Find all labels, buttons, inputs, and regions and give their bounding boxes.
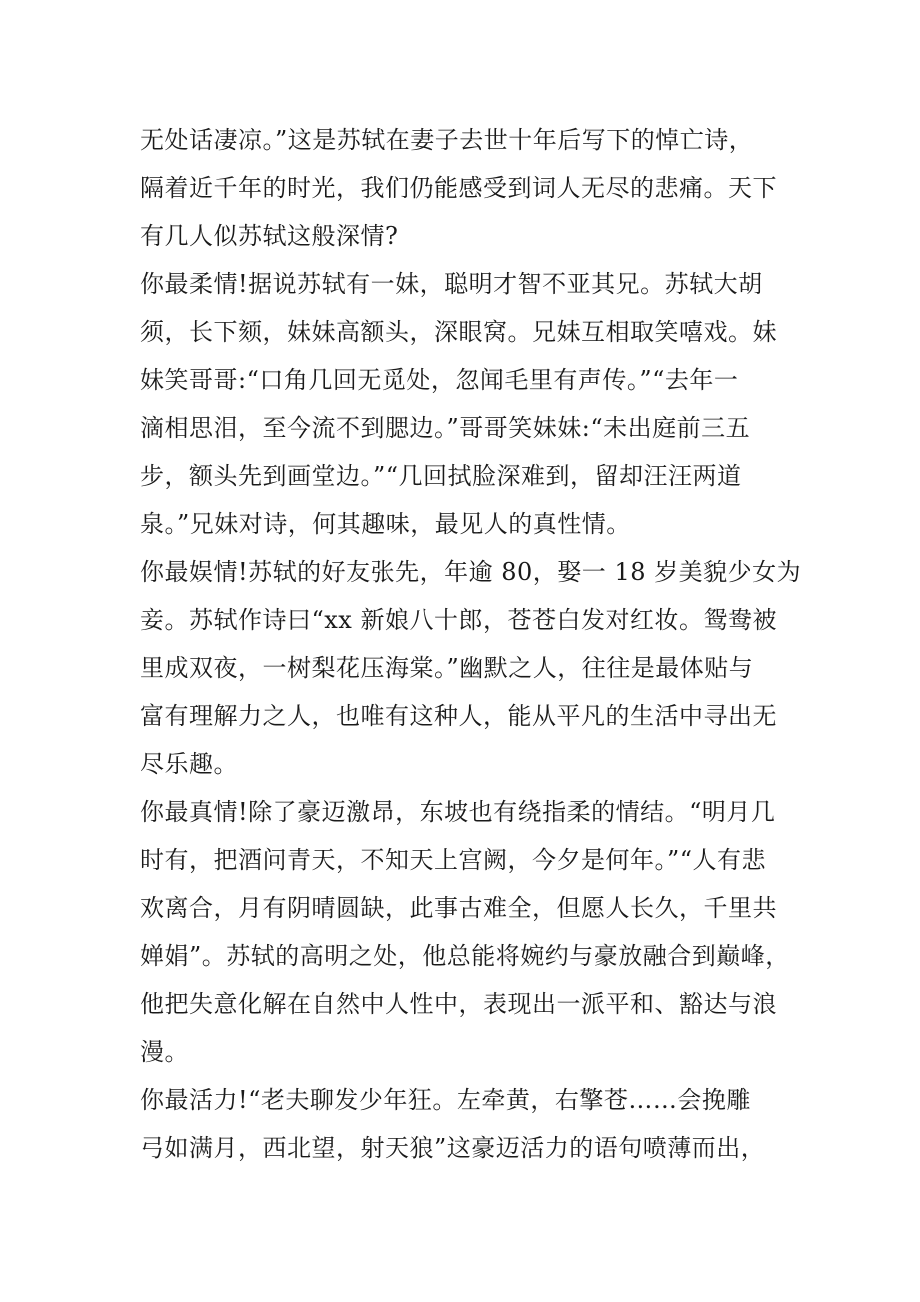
text-line: 漫。	[140, 1038, 189, 1066]
text-line: 泉。”兄妹对诗，何其趣味，最见人的真性情。	[140, 510, 631, 538]
text-line: 你最真情!除了豪迈激昂，东坡也有绕指柔的情结。“明月几	[140, 798, 776, 826]
text-line: 须，长下颏，妹妹高额头，深眼窝。兄妹互相取笑嘻戏。妹	[140, 318, 777, 346]
text-line: 妹笑哥哥:“口角几回无觅处，忽闻毛里有声传。”“去年一	[140, 366, 739, 394]
text-line: 里成双夜，一树梨花压海棠。”幽默之人，往往是最体贴与	[140, 654, 754, 682]
text-line: 欢离合，月有阴晴圆缺，此事古难全，但愿人长久，千里共	[140, 894, 777, 922]
text-line: 你最柔情!据说苏轼有一妹，聪明才智不亚其兄。苏轼大胡	[140, 270, 763, 298]
text-line: 富有理解力之人，也唯有这种人，能从平凡的生活中寻出无	[140, 702, 777, 730]
text-line: 他把失意化解在自然中人性中，表现出一派平和、豁达与浪	[140, 990, 777, 1018]
essay-text	[140, 116, 802, 1172]
text-line: 你最娱情!苏轼的好友张先，年逾 80，娶一 18 岁美貌少女为	[140, 558, 802, 586]
text-line: 有几人似苏轼这般深情?	[140, 222, 399, 250]
text-line: 尽乐趣。	[140, 750, 238, 778]
text-line: 步，额头先到画堂边。”“几回拭脸深难到，留却汪汪两道	[140, 462, 742, 490]
text-line: 滴相思泪，至今流不到腮边。”哥哥笑妹妹:“未出庭前三五	[140, 414, 751, 442]
text-line: 妾。苏轼作诗曰“xx 新娘八十郎，苍苍白发对红妆。鸳鸯被	[140, 606, 777, 634]
text-line: 无处话凄凉。”这是苏轼在妻子去世十年后写下的悼亡诗，	[140, 126, 754, 154]
text-line: 婵娟”。苏轼的高明之处，他总能将婉约与豪放融合到巅峰，	[140, 942, 790, 970]
text-line: 弓如满月，西北望，射天狼”这豪迈活力的语句喷薄而出，	[140, 1134, 766, 1162]
text-line: 隔着近千年的时光，我们仍能感受到词人无尽的悲痛。天下	[140, 174, 777, 202]
text-line: 时有，把酒问青天，不知天上宫阙，今夕是何年。”“人有悲	[140, 846, 767, 874]
text-line: 你最活力!“老夫聊发少年狂。左牵黄，右擎苍……会挽雕	[140, 1086, 751, 1114]
